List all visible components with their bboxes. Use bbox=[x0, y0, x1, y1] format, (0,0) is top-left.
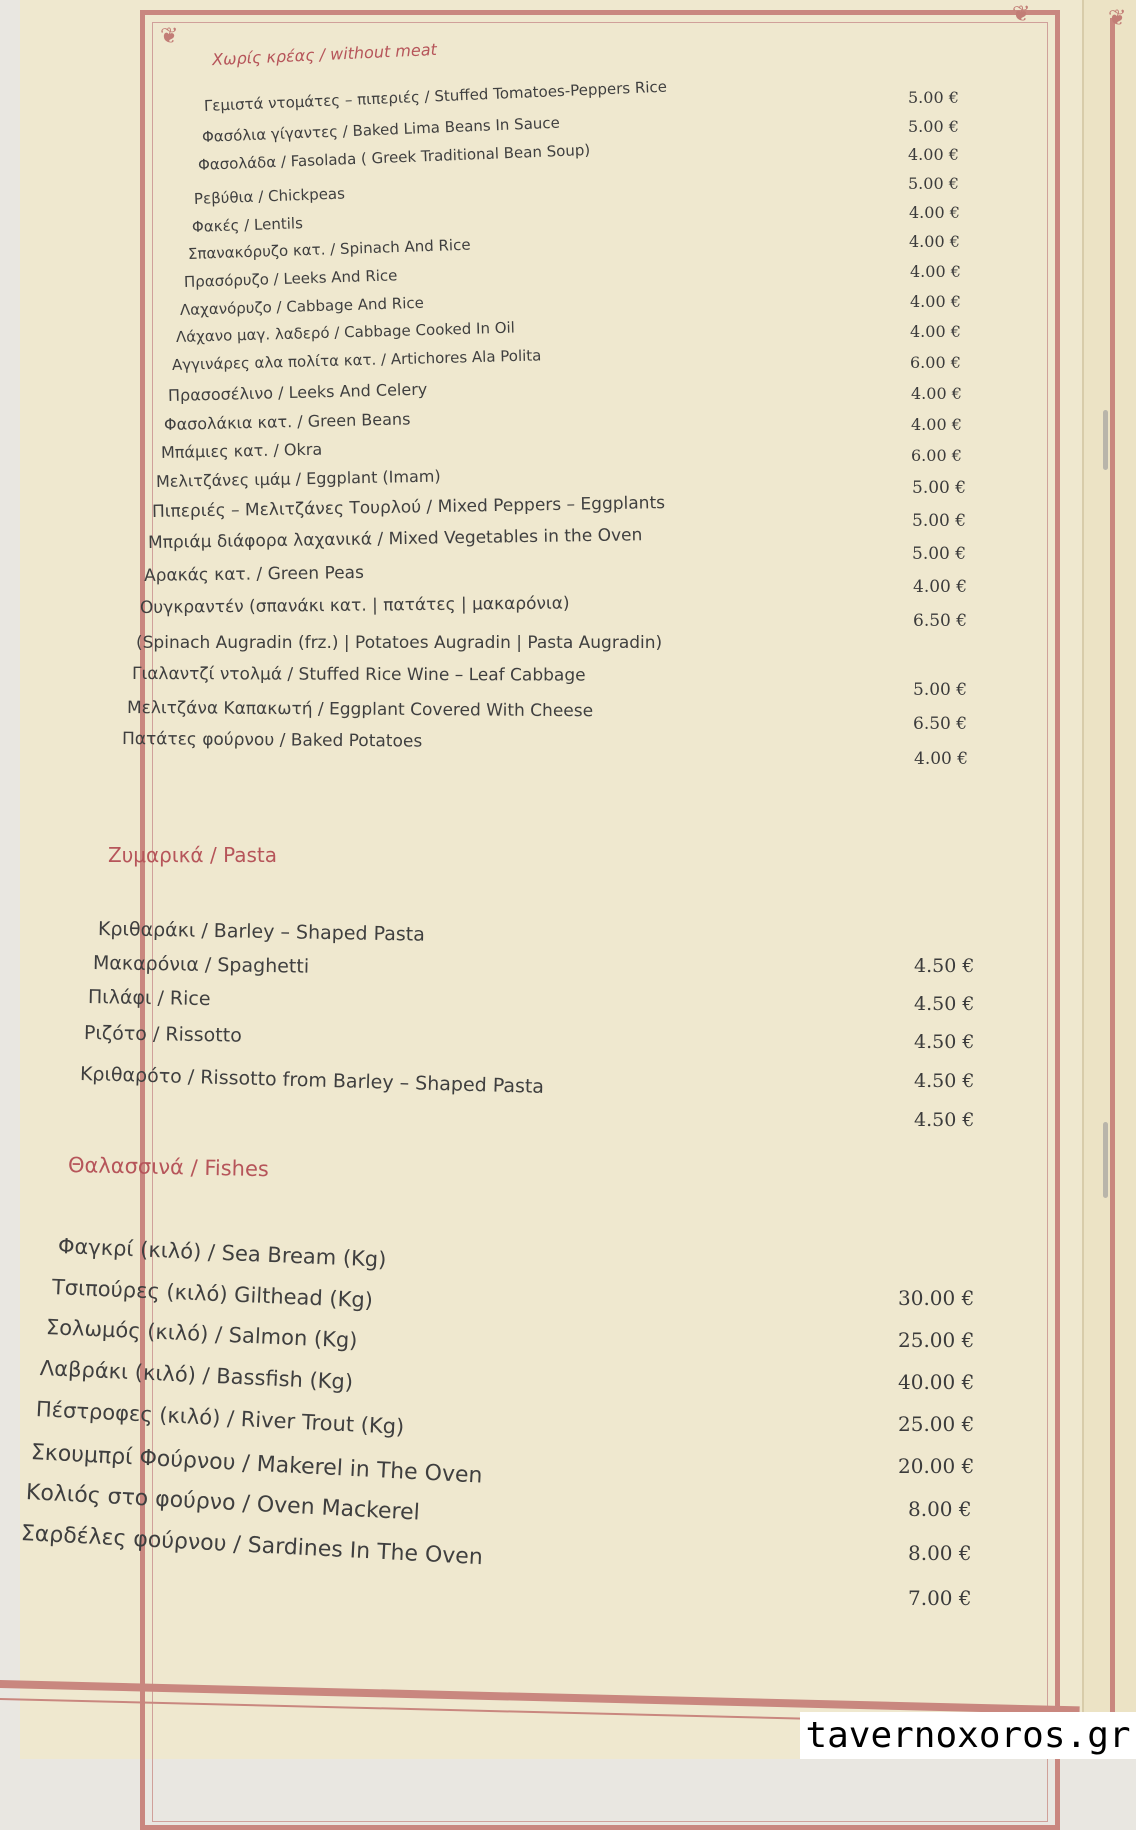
menu-item: Κριθαράκι / Barley – Shaped Pasta bbox=[97, 918, 426, 946]
binding-clip-icon bbox=[1103, 1122, 1108, 1198]
menu-item: Λαχανόρυζο / Cabbage And Rice bbox=[179, 293, 425, 319]
binding-clip-icon bbox=[1103, 410, 1108, 470]
menu-item: Μπάμιες κατ. / Okra bbox=[160, 439, 323, 462]
menu-item: Μελιτζάνα Καπακωτή / Eggplant Covered With Cheese bbox=[126, 698, 594, 722]
menu-item-price: 8.00 € bbox=[908, 1541, 972, 1565]
corner-ornament-icon: ❦ bbox=[1012, 2, 1031, 27]
menu-item: Φασολάκια κατ. / Green Beans bbox=[163, 409, 411, 434]
menu-item: Πρασοσέλινο / Leeks And Celery bbox=[167, 379, 428, 405]
section-title-pasta: Ζυμαρικά / Pasta bbox=[108, 843, 278, 867]
menu-item-price: 6.50 € bbox=[913, 611, 968, 631]
menu-item: Πέστροφες (κιλό) / River Trout (Kg) bbox=[35, 1397, 405, 1439]
menu-item: Μακαρόνια / Spaghetti bbox=[92, 952, 310, 978]
menu-item-price: 4.00 € bbox=[909, 232, 960, 251]
menu-item-price: 30.00 € bbox=[898, 1286, 975, 1310]
menu-item-price: 5.00 € bbox=[908, 117, 959, 136]
menu-item: Σολωμός (κιλό) / Salmon (Kg) bbox=[45, 1315, 358, 1353]
menu-item: Ουγκραντέν (σπανάκι κατ. | πατάτες | μακαρόνια) bbox=[139, 593, 570, 618]
menu-item-price: 40.00 € bbox=[898, 1370, 975, 1394]
menu-item: Λάχανο μαγ. λαδερό / Cabbage Cooked In Oil bbox=[175, 318, 516, 346]
menu-item-price: 4.00 € bbox=[911, 415, 962, 434]
section-title-without-meat: Χωρίς κρέας / without meat bbox=[211, 39, 438, 70]
menu-item: Πρασόρυζο / Leeks And Rice bbox=[183, 266, 398, 291]
menu-item-price: 4.00 € bbox=[910, 292, 961, 311]
menu-item: Κολιός στο φούρνο / Oven Mackerel bbox=[25, 1480, 421, 1526]
menu-item: Γεμιστά ντομάτες – πιπεριές / Stuffed Tomatoes-Peppers Rice bbox=[203, 77, 668, 115]
menu-item-price: 8.00 € bbox=[908, 1497, 972, 1521]
menu-item-price: 4.00 € bbox=[913, 577, 968, 597]
corner-ornament-icon: ❦ bbox=[1108, 6, 1127, 31]
menu-item: Λαβράκι (κιλό) / Bassfish (Kg) bbox=[39, 1356, 354, 1395]
menu-item-price: 4.00 € bbox=[911, 384, 962, 403]
menu-item-price: 4.50 € bbox=[914, 1070, 975, 1092]
menu-item: Ρεβύθια / Chickpeas bbox=[193, 184, 346, 208]
menu-item-price: 6.00 € bbox=[911, 446, 962, 465]
menu-item-price: 5.00 € bbox=[913, 680, 968, 700]
menu-item-price: 5.00 € bbox=[912, 511, 967, 531]
menu-item-price: 20.00 € bbox=[898, 1454, 975, 1478]
site-watermark: tavernoxoros.gr bbox=[800, 1712, 1136, 1759]
menu-item: Σαρδέλες φούρνου / Sardines In The Oven bbox=[20, 1521, 484, 1571]
menu-item: Γιαλαντζί ντολμά / Stuffed Rice Wine – Leaf Cabbage bbox=[131, 664, 586, 686]
menu-item: Φασόλια γίγαντες / Baked Lima Beans In Sauce bbox=[201, 113, 561, 146]
menu-item-price: 7.00 € bbox=[908, 1586, 972, 1610]
menu-item: Φακές / Lentils bbox=[191, 214, 304, 236]
menu-item-price: 25.00 € bbox=[898, 1412, 975, 1436]
menu-item: Πιλάφι / Rice bbox=[87, 986, 211, 1011]
menu-item-price: 6.00 € bbox=[910, 353, 961, 372]
menu-item: Τσιπούρες (κιλό) Gilthead (Kg) bbox=[51, 1275, 374, 1313]
next-page-border bbox=[1110, 18, 1115, 1758]
menu-item: Φαγκρί (κιλό) / Sea Bream (Kg) bbox=[57, 1234, 387, 1272]
menu-item: (Spinach Augradin (frz.) | Potatoes Augradin | Pasta Augradin) bbox=[136, 633, 663, 653]
menu-item-price: 5.00 € bbox=[912, 478, 967, 498]
menu-item: Αρακάς κατ. / Green Peas bbox=[143, 562, 365, 586]
menu-item: Κριθαρότο / Rissotto from Barley – Shaped Pasta bbox=[79, 1063, 545, 1098]
menu-item-price: 4.00 € bbox=[908, 145, 959, 164]
corner-ornament-icon: ❦ bbox=[160, 24, 179, 49]
menu-item: Φασολάδα / Fasolada ( Greek Traditional Bean Soup) bbox=[197, 140, 591, 174]
section-title-fishes: Θαλασσινά / Fishes bbox=[67, 1153, 270, 1182]
menu-item-price: 4.00 € bbox=[914, 749, 969, 769]
menu-item: Πιπεριές – Μελιτζάνες Τουρλού / Mixed Peppers – Eggplants bbox=[151, 493, 666, 522]
menu-item: Πατάτες φούρνου / Baked Potatoes bbox=[121, 729, 423, 752]
menu-item: Σκουμπρί Φούρνου / Makerel in The Oven bbox=[30, 1440, 484, 1489]
menu-item: Μπριάμ διάφορα λαχανικά / Mixed Vegetables in the Oven bbox=[147, 525, 643, 553]
menu-item-price: 6.50 € bbox=[913, 714, 968, 734]
menu-item-price: 5.00 € bbox=[908, 174, 959, 193]
menu-item: Μελιτζάνες ιμάμ / Eggplant (Imam) bbox=[155, 466, 441, 491]
menu-item-price: 4.50 € bbox=[914, 955, 975, 977]
menu-item-price: 5.00 € bbox=[908, 88, 959, 107]
menu-item-price: 4.00 € bbox=[910, 322, 961, 341]
menu-item-price: 25.00 € bbox=[898, 1328, 975, 1352]
menu-item: Αγγινάρες αλα πολίτα κατ. / Artichores Ala Polita bbox=[171, 346, 542, 374]
menu-item: Σπανακόρυζο κατ. / Spinach And Rice bbox=[187, 235, 471, 263]
menu-item: Ριζότο / Rissotto bbox=[83, 1022, 242, 1047]
menu-item-price: 4.00 € bbox=[910, 262, 961, 281]
menu-item-price: 4.50 € bbox=[914, 1031, 975, 1053]
menu-item-price: 4.00 € bbox=[909, 203, 960, 222]
menu-item-price: 5.00 € bbox=[912, 544, 967, 564]
menu-item-price: 4.50 € bbox=[914, 993, 975, 1015]
next-page-edge bbox=[1082, 0, 1136, 1759]
menu-item-price: 4.50 € bbox=[914, 1109, 975, 1131]
